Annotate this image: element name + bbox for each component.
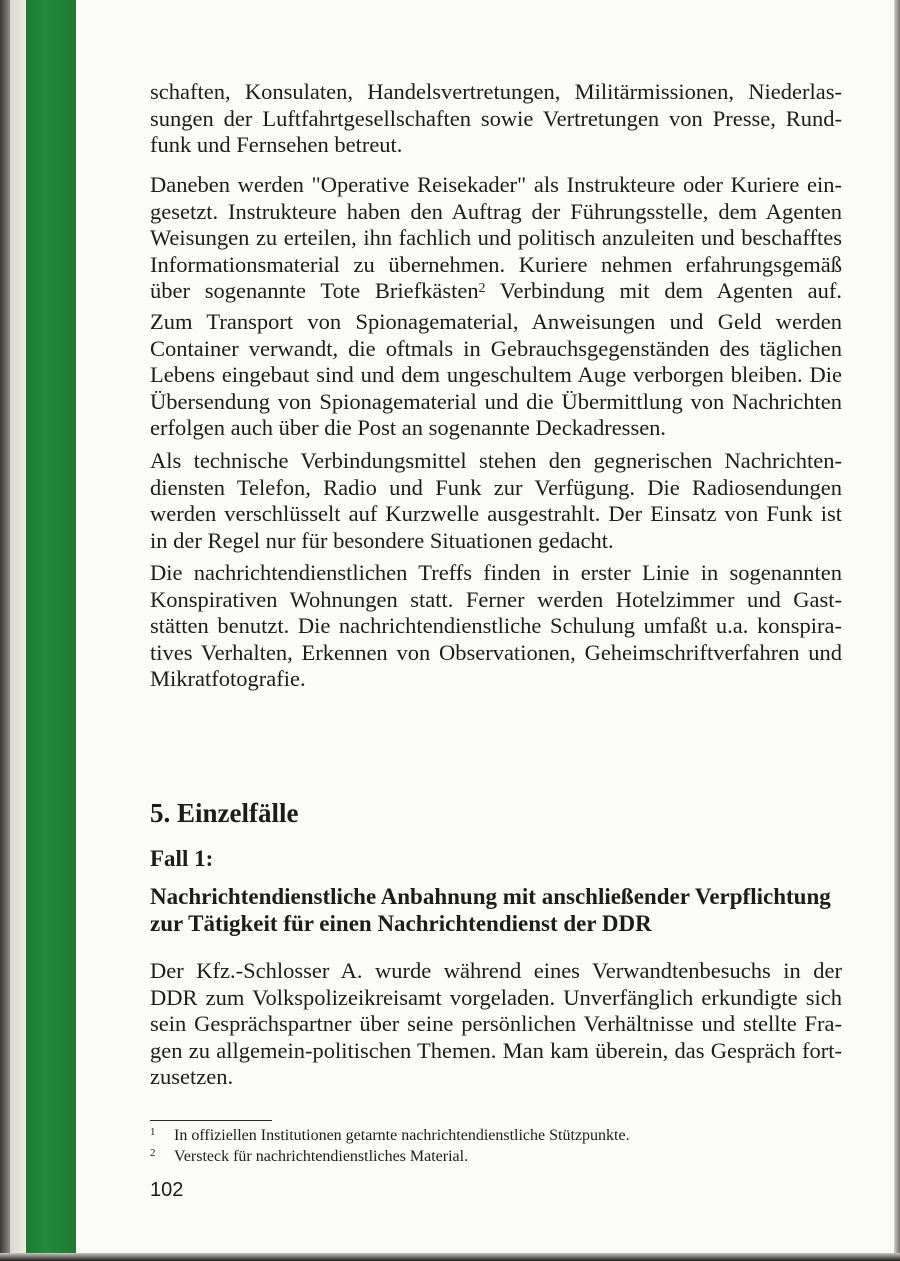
text-line: Der Kfz.-Schlosser A. wurde während eines Verwandtenbesuchs in der [150, 958, 842, 983]
right-page-edge [894, 0, 900, 1261]
page-number: 102 [150, 1179, 184, 1201]
text-line: Als technische Verbindungsmittel stehen den gegnerischen Nachrichten- [150, 448, 842, 473]
case-title-line: zur Tätigkeit für einen Nachrichtendienst der DDR [150, 911, 652, 936]
text-line: gen zu allgemein-politischen Themen. Man kam überein, das Gespräch fort- [150, 1037, 842, 1063]
bottom-page-edge [0, 1253, 900, 1261]
section-heading: 5. Einzelfälle [150, 798, 299, 828]
text-line: stätten benutzt. Die nachrichtendienstliche Schulung umfaßt u.a. konspira- [150, 613, 842, 638]
text-line: diensten Telefon, Radio und Funk zur Verfügung. Die Radiosendungen [150, 474, 842, 500]
book-binding-shadow [0, 0, 10, 1261]
case-title [150, 883, 842, 937]
paragraph-4 [150, 448, 842, 554]
text-line: Übersendung von Spionagematerial und die Übermittlung von Nachrichten [150, 388, 842, 414]
footnote-text: Versteck für nachrichtendienstliches Material. [174, 1148, 469, 1165]
text-line: DDR zum Volkspolizeikreisamt vorgeladen. Unverfänglich erkundigte sich [150, 984, 842, 1010]
text-line: tives Verhalten, Erkennen von Observationen, Geheimschriftverfahren und [150, 639, 842, 665]
footnote-1: 1 In offiziellen Institutionen getarnte nachrichtendienstliche Stützpunkte. [150, 1126, 630, 1144]
text-line: Container verwandt, die oftmals in Gebrauchsgegenständen des täglichen [150, 335, 842, 361]
text-line: sein Gesprächspartner über seine persönlichen Verhältnisse und stellte Fra- [150, 1011, 842, 1036]
paragraph-5 [150, 560, 842, 693]
text-line: schaften, Konsulaten, Handelsvertretungen, Militärmissionen, Niederlas- [150, 79, 842, 104]
case-title-line: Nachrichtendienstliche Anbahnung mit anschließender Verpflichtung [150, 884, 831, 909]
case-heading: Fall 1: [150, 846, 214, 871]
text-line [150, 278, 842, 305]
text-line: zusetzen. [150, 1064, 234, 1089]
footnote-reference: 2 [478, 279, 486, 295]
text-line: Weisungen zu erteilen, ihn fachlich und politisch anzuleiten und beschafftes [150, 225, 842, 250]
text-line: erfolgen auch über die Post an sogenannte Deckadressen. [150, 415, 667, 440]
text-line: Lebens eingebaut sind und dem ungeschultem Auge verborgen bleiben. Die [150, 362, 842, 387]
text-line: Die nachrichtendienstlichen Treffs finden in erster Linie in sogenannten [150, 560, 842, 585]
paragraph-3 [150, 309, 842, 442]
text-line: Mikratfotografie. [150, 666, 306, 691]
text-segment: über sogenannte Tote Briefkästen [150, 278, 479, 303]
text-line: Daneben werden "Operative Reisekader" als Instrukteure oder Kuriere ein- [150, 172, 842, 197]
footnote-2: 2 Versteck für nachrichtendienstliches Material. [150, 1147, 469, 1165]
text-line: funk und Fernsehen betreut. [150, 132, 403, 157]
footnote-text: In offiziellen Institutionen getarnte nachrichtendienstliche Stützpunkte. [174, 1127, 630, 1144]
text-line: werden verschlüsselt auf Kurzwelle ausgestrahlt. Der Einsatz von Funk ist [150, 501, 842, 526]
footnote-rule [150, 1120, 272, 1121]
paragraph-1 [150, 79, 842, 159]
case-paragraph [150, 958, 842, 1091]
paragraph-2 [150, 172, 842, 305]
text-line: sungen der Luftfahrtgesellschaften sowie Vertretungen von Presse, Rund- [150, 105, 842, 131]
text-line: Zum Transport von Spionagematerial, Anweisungen und Geld werden [150, 309, 842, 334]
text-line: in der Regel nur für besondere Situationen gedacht. [150, 527, 614, 553]
text-line: Informationsmaterial zu übernehmen. Kuriere nehmen erfahrungsgemäß [150, 251, 842, 277]
text-line: gesetzt. Instrukteure haben den Auftrag der Führungsstelle, dem Agenten [150, 198, 842, 224]
text-segment: Verbindung mit dem Agenten auf. [485, 278, 842, 303]
text-line: Konspirativen Wohnungen statt. Ferner werden Hotelzimmer und Gast- [150, 586, 842, 612]
book-page-edges [10, 0, 26, 1261]
green-spine-strip [26, 0, 76, 1261]
